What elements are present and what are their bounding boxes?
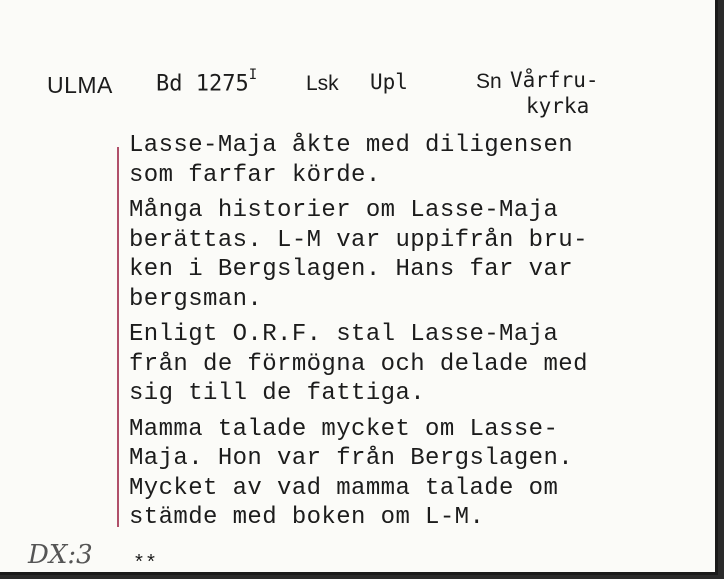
parish-line-1: Vårfru- (510, 68, 599, 92)
asterisks: ** (133, 553, 158, 575)
parish-name (510, 67, 650, 119)
parish-line-2: kyrka (526, 94, 590, 118)
paragraph-4 (129, 415, 689, 533)
landskap-label: Lsk (306, 72, 339, 95)
text-line: sig till de fattiga. (129, 380, 426, 407)
text-line: ken i Bergslagen. Hans far var (129, 256, 574, 283)
paragraph-3 (129, 320, 689, 409)
text-line: från de förmögna och delade med (129, 350, 588, 378)
text-line: Många historier om Lasse-Maja (129, 197, 559, 224)
volume-superscript: I (248, 67, 258, 83)
volume-text: Bd 1275 (156, 71, 249, 97)
text-line: Maja. Hon var från Bergslagen. (129, 445, 574, 472)
text-line: som farfar körde. (129, 161, 381, 189)
volume-number (156, 67, 258, 97)
text-line: Enligt O.R.F. stal Lasse-Maja (129, 321, 559, 348)
handwritten-signature: DX:3 (28, 540, 93, 570)
paragraph-1 (129, 131, 689, 190)
margin-rule (117, 147, 119, 527)
text-line: Mamma talade mycket om Lasse- (129, 415, 559, 443)
province: Upl (370, 70, 408, 94)
text-line: stämde med boken om L-M. (129, 504, 485, 531)
card-text (129, 131, 689, 539)
text-line: bergsman. (129, 285, 263, 313)
text-line: berättas. L-M var uppifrån bru- (129, 226, 588, 254)
paragraph-2 (129, 196, 689, 314)
text-line: Mycket av vad mamma talade om (129, 474, 559, 502)
archive-code: ULMA (47, 72, 113, 98)
parish-label: Sn (476, 70, 502, 93)
text-line: Lasse-Maja åkte med diligensen (129, 132, 574, 159)
